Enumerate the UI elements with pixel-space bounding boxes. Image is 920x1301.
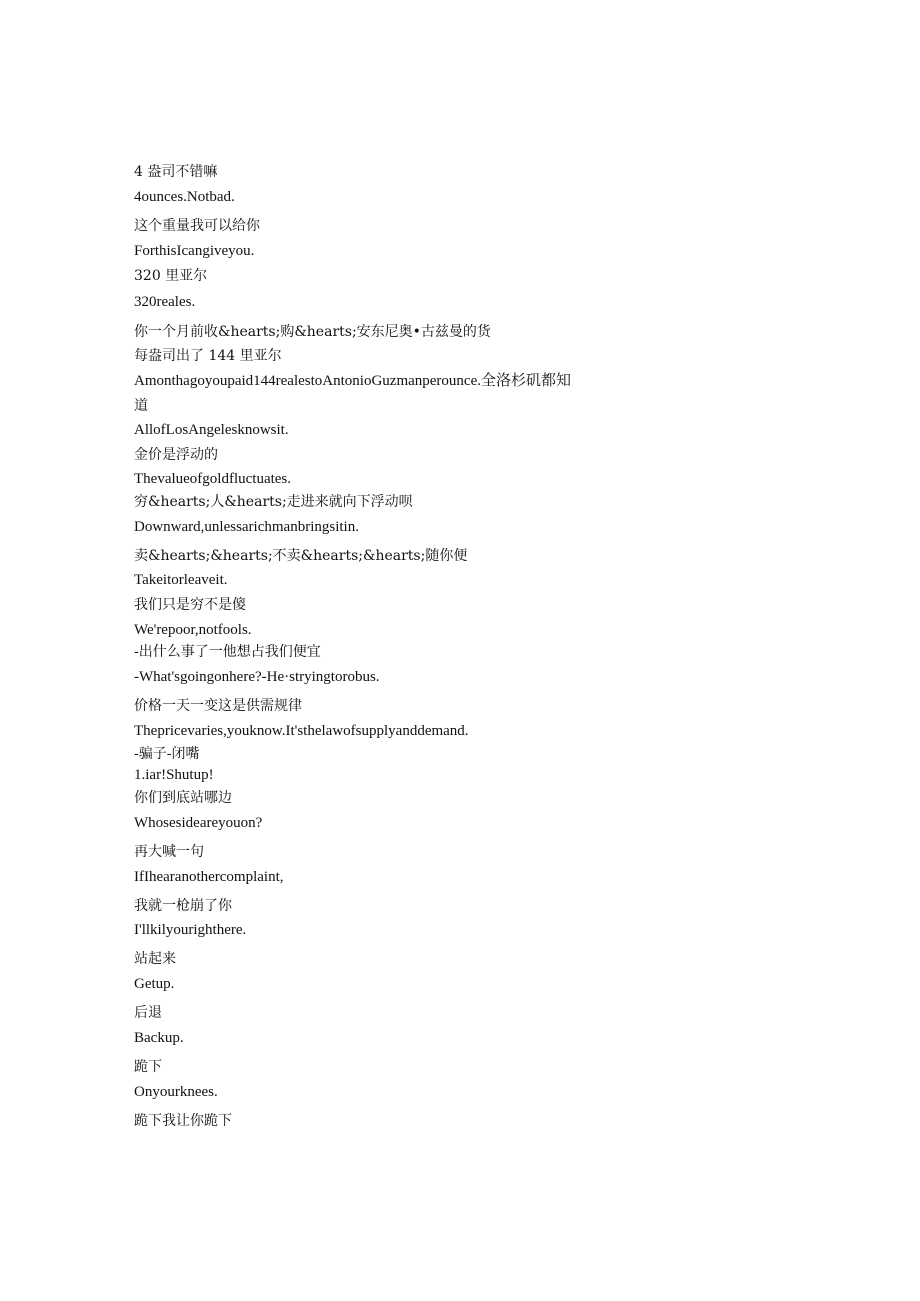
text-line: -What'sgoingonhere?-He·stryingtorobus. <box>134 669 380 685</box>
text-line: -出什么事了一他想占我们便宜 <box>134 644 321 660</box>
text-line: IfIhearanothercomplaint, <box>134 869 284 885</box>
text-line: 跪下我让你跪下 <box>134 1113 232 1129</box>
text-line: 站起来 <box>134 951 176 967</box>
text-line: 4ounces.Notbad. <box>134 189 235 205</box>
text-line: 4 盎司不错嘛 <box>134 164 218 180</box>
text-line: ForthisIcangiveyou. <box>134 243 255 259</box>
text-line: We'repoor,notfools. <box>134 622 252 638</box>
text-line: 再大喊一句 <box>134 844 204 860</box>
text-line: 320 里亚尔 <box>134 268 208 284</box>
text-line: 金价是浮动的 <box>134 447 218 463</box>
text-line: 我就一枪崩了你 <box>134 898 232 914</box>
text-line: -骗子-闭嘴 <box>134 746 200 762</box>
text-line: 卖&hearts;&hearts;不卖&hearts;&hearts;随你便 <box>134 548 468 564</box>
text-line: Whosesideareyouon? <box>134 815 263 831</box>
text-line: 这个重量我可以给你 <box>134 218 260 234</box>
text-line: 道 <box>134 398 148 414</box>
text-line: Amonthagoyoupaid144realestoAntonioGuzmanperounce.全洛杉矶都知 <box>134 373 571 389</box>
text-line: Takeitorleaveit. <box>134 572 228 588</box>
text-line: Thepricevaries,youknow.It'sthelawofsupplyanddemand. <box>134 723 469 739</box>
text-line: 每盎司出了 144 里亚尔 <box>134 348 282 364</box>
text-line: Getup. <box>134 976 175 992</box>
text-line: 后退 <box>134 1005 162 1021</box>
text-line: 跪下 <box>134 1059 162 1075</box>
text-line: AllofLosAngelesknowsit. <box>134 422 289 438</box>
text-line: Downward,unlessarichmanbringsitin. <box>134 519 359 535</box>
text-line: 价格一天一变这是供需规律 <box>134 698 302 714</box>
text-line: 320reales. <box>134 294 196 310</box>
text-line: Onyourknees. <box>134 1084 218 1100</box>
text-line: I'llkilyourighthere. <box>134 922 247 938</box>
text-line: 你们到底站哪边 <box>134 790 232 806</box>
text-line: 我们只是穷不是傻 <box>134 597 246 613</box>
text-line: 1.iar!Shutup! <box>134 767 214 783</box>
text-line: Backup. <box>134 1030 184 1046</box>
text-line: 你一个月前收&hearts;购&hearts;安东尼奥•古兹曼的货 <box>134 324 491 340</box>
text-line: 穷&hearts;人&hearts;走进来就向下浮动呗 <box>134 494 413 510</box>
text-line: Thevalueofgoldfluctuates. <box>134 471 292 487</box>
